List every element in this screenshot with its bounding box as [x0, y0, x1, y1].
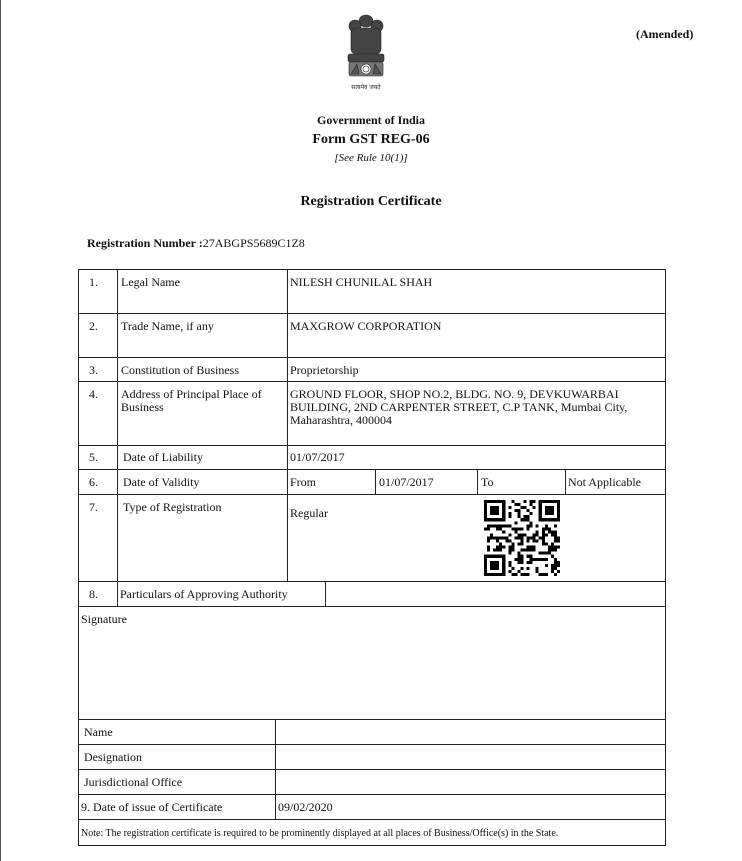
registration-number-value: 27ABGPS5689C1Z8	[202, 236, 305, 250]
name-label: Name	[84, 725, 113, 739]
row-divider	[79, 719, 665, 720]
amended-label: (Amended)	[636, 27, 694, 41]
government-heading: Government of India	[317, 113, 425, 127]
registration-number-label: Registration Number :	[87, 236, 203, 250]
certificate-table	[78, 269, 666, 846]
validity-to-value: Not Applicable	[568, 475, 641, 489]
row-divider	[79, 445, 665, 446]
row-divider	[79, 769, 665, 770]
row-divider	[79, 313, 665, 314]
approving-authority-label: Particulars of Approving Authority	[120, 587, 288, 601]
row-divider	[79, 606, 665, 607]
constitution-label: Constitution of Business	[121, 363, 240, 377]
liability-value: 01/07/2017	[290, 450, 345, 464]
emblem-motto: सत्यमेव जयते	[351, 84, 381, 91]
validity-label: Date of Validity	[123, 475, 200, 489]
column-divider	[117, 270, 118, 581]
validity-from-value: 01/07/2017	[379, 475, 434, 489]
row-divider	[79, 794, 665, 795]
constitution-value: Proprietorship	[290, 363, 359, 377]
validity-to-label: To	[481, 475, 494, 489]
designation-label: Designation	[84, 750, 142, 764]
legal-name-label: Legal Name	[121, 275, 180, 289]
address-label: Address of Principal Place of Business	[121, 387, 262, 414]
qr-code	[484, 500, 560, 576]
row-divider	[79, 381, 665, 382]
row-divider	[79, 581, 665, 582]
row-5-number: 5.	[89, 450, 98, 464]
row-divider	[79, 357, 665, 358]
row-divider	[79, 819, 665, 820]
row-7-number: 7.	[89, 500, 98, 514]
form-title: Form GST REG-06	[312, 132, 430, 147]
display-note: Note: The registration certificate is required to be prominently displayed at all places of Business/Office(s) in the State.	[81, 828, 559, 839]
address-value: GROUND FLOOR, SHOP NO.2, BLDG. NO. 9, DEVKUWARBAI BUILDING, 2ND CARPENTER STREET, C.P TANK, Mumbai City, Maharashtra, 400004	[290, 387, 628, 427]
row-8-number: 8.	[89, 587, 98, 601]
row-2-number: 2.	[89, 319, 98, 333]
row-4-number: 4.	[89, 387, 98, 401]
row-3-number: 3.	[89, 363, 98, 377]
column-divider	[287, 270, 288, 581]
registration-type-value: Regular	[290, 506, 328, 520]
column-divider	[375, 469, 376, 494]
trade-name-label: Trade Name, if any	[121, 319, 214, 333]
signature-label: Signature	[81, 612, 127, 626]
column-divider	[325, 581, 326, 606]
row-divider	[79, 469, 665, 470]
validity-from-label: From	[290, 475, 317, 489]
column-divider	[477, 469, 478, 494]
registration-type-label: Type of Registration	[123, 500, 222, 514]
issue-date-label: 9. Date of issue of Certificate	[81, 800, 223, 814]
row-1-number: 1.	[89, 275, 98, 289]
registration-number	[87, 236, 305, 251]
national-emblem-icon	[343, 12, 389, 92]
legal-name-value: NILESH CHUNILAL SHAH	[290, 275, 433, 289]
row-divider	[79, 744, 665, 745]
row-6-number: 6.	[89, 475, 98, 489]
jurisdictional-office-label: Jurisdictional Office	[84, 775, 183, 789]
liability-label: Date of Liability	[123, 450, 203, 464]
column-divider	[275, 719, 276, 819]
rule-reference: [See Rule 10(1)]	[334, 152, 408, 164]
trade-name-value: MAXGROW CORPORATION	[290, 319, 442, 333]
certificate-title: Registration Certificate	[300, 194, 442, 209]
page-left-border	[0, 0, 1, 861]
column-divider	[117, 581, 118, 606]
row-divider	[79, 494, 665, 495]
issue-date-value: 09/02/2020	[278, 800, 333, 814]
column-divider	[565, 469, 566, 494]
